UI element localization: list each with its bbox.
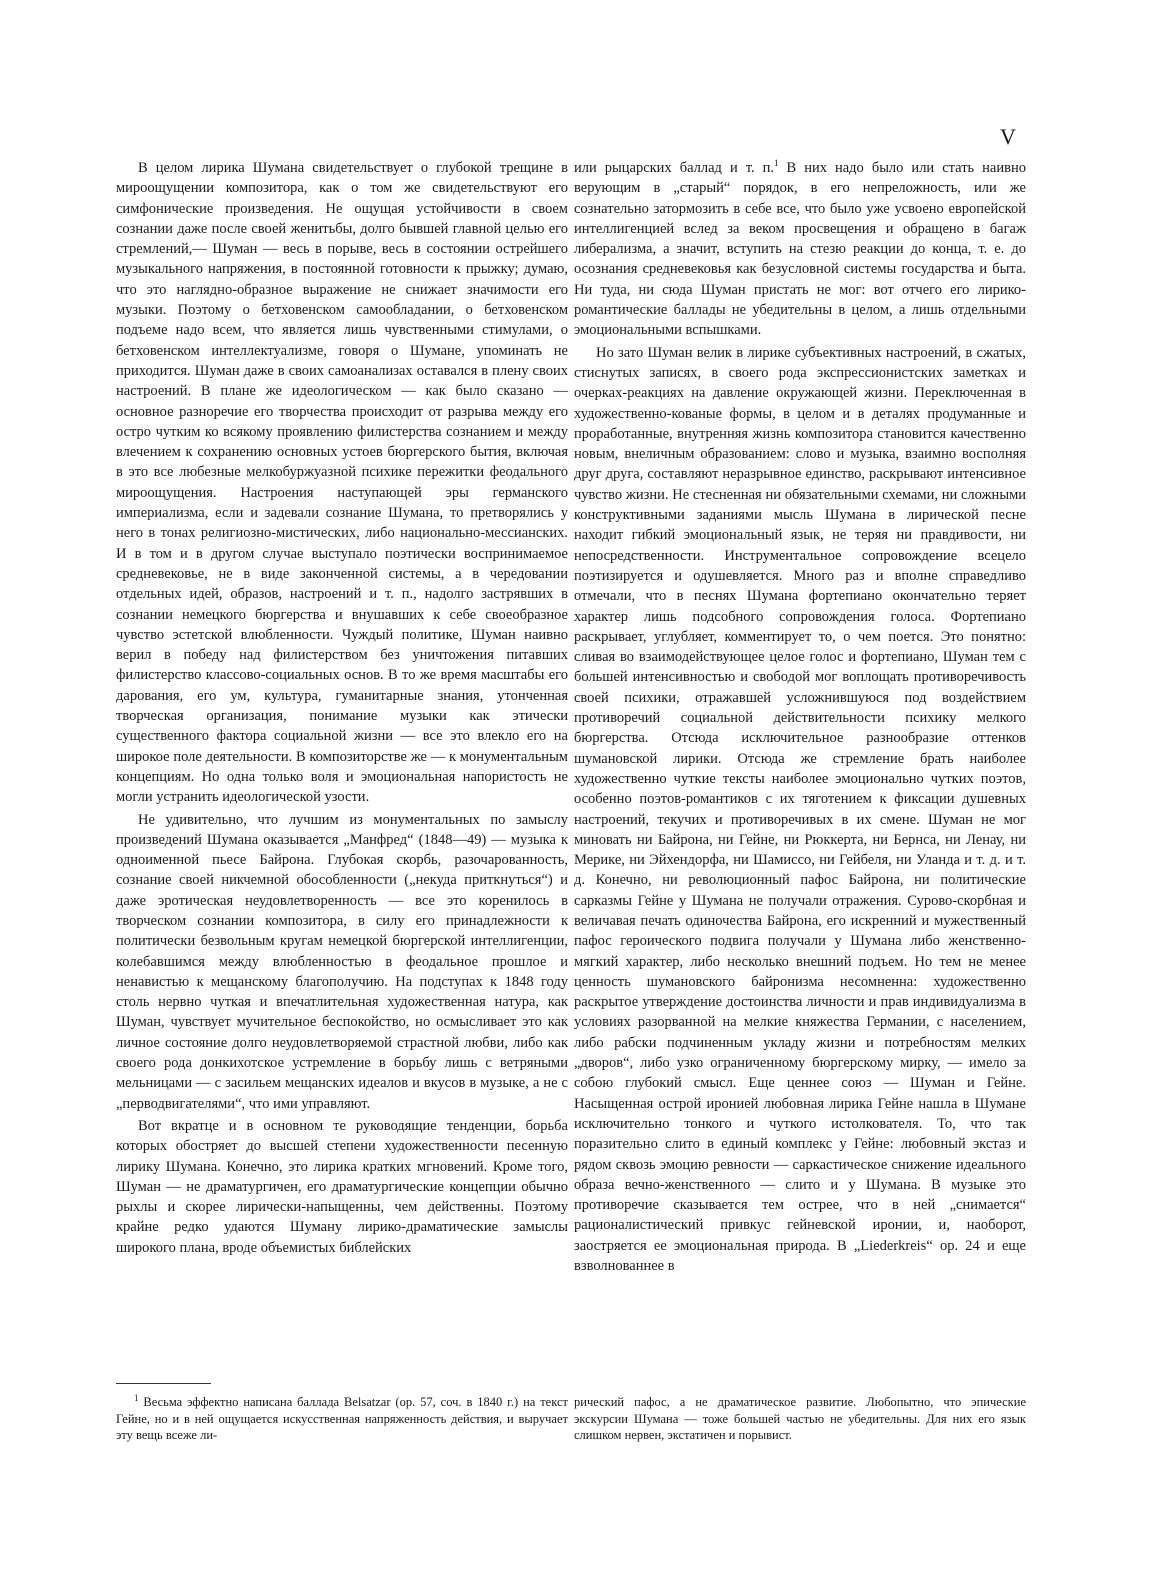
footnote-reference[interactable]: 1: [774, 158, 779, 169]
paragraph-tendencies: Вот вкратце и в основном те руководящие тенденции, борьба которых обостряет до высшей степени художественности песенную лирику Шумана. Конечно, это лирика кратких мгновений. Кроме того, Шуман — не драматургичен, его драматургические концепции обычно рыхлы и скорее лирически-напыщенны, чем действенны. Поэтому крайне редко удаются Шуману лирико-драматические замыслы широкого плана, вроде объемистых библейских: [116, 1117, 568, 1256]
footnote-mark: 1: [134, 1392, 139, 1403]
ballads-text-end: В них надо было или стать наивно верующим в „старый“ порядок, в его непреложность, или же сознательно затормозить в себе все, что было уже усвоено европейской интеллигенцией вслед за веком просвещения и обращено в багаж либерализма, а значит, вступить на стезю реакции до конца, т. е. до осознания средневековья как безусловной системы государства и быта. Ни туда, ни сюда Шуман пристать не мог: вот отчего его лирико-романтические баллады не убедительны в целом, а лишь отдельными эмоциональными вспышками.: [574, 160, 1026, 339]
footnote-left: [116, 1394, 568, 1444]
footnote-text-right: рический пафос, а не драматическое развитие. Любопытно, что эпические экскурсии Шумана — тоже большей частью не убедительны. Для них его язык слишком нервен, экстатичен и порывист.: [574, 1395, 1026, 1442]
page-number: V: [1000, 124, 1017, 149]
paragraph-manfred: Не удивительно, что лучшим из монументальных по замыслу произведений Шумана оказывается „Манфред“ (1848—49) — музыка к одноименной пьесе Байрона. Глубокая скорбь, разочарованность, сознание своей никчемной обособленности („некуда приткнуться“) и даже эротическая неудовлетворенность — все это коренилось в творческом сознании композитора, в силу его принадлежности к политически безвольным кругам немецкой бюргерской интеллигенции, колебавшимся между влюбленностью в феодальное прошлое и ненавистью к мещанскому благополучию. На подступах к 1848 году столь нервно чуткая и впечатлительная художественная натура, как Шуман, чувствует мучительное беспокойство, но осмысливает это как личное состояние долго неудовлетворяемой страстной любви, либо как своего рода донкихотское устремление в борьбу лишь с ветряными мельницами — с засильем мещанских идеалов и вкусов в музыке, а не с „перводвигателями“, что ими управляют.: [116, 811, 568, 1112]
footnote-divider: [116, 1383, 211, 1384]
left-column: [116, 158, 568, 1260]
footnote-right: [574, 1394, 1026, 1444]
paragraph-lyric-overview: В целом лирика Шумана свидетельствует о глубокой трещине в мироощущении композитора, как о том же свидетельствуют его симфонические произведения. Не ощущая устойчивости в своем сознании даже после своей женитьбы, долго бывшей главной целью его стремлений,— Шуман — весь в порыве, весь в состоянии острейшего музыкального напряжения, в постоянной готовности к прыжку; думаю, что это наглядно-образное выражение не снижает значимости его музыки. Поэтому о бетховенском самообладании, о бетховенском подъеме надо всем, что является лишь чувственными стимулами, о бетховенском интеллектуализме, говоря о Шумане, упоминать не приходится. Шуман даже в своих самоанализах оставался в плену своих настроений. В плане же идеологическом — как было сказано — основное разноречие его творчества происходит от разрыва между его остро чутким ко всякому проявлению филистерства сознанием и между влечением к сохранению основных устоев бюргерского бытия, включая в это все любезные мелкобуржуазной психике пережитки феодального мироощущения. Настроения наступающей эры германского империализма, если и задевали сознание Шумана, то претворялись у него в тонах религиозно-мистических, либо национально-мессианских. И в том и в другом случае выступало поэтически воспринимаемое средневековье, не в виде законченной системы, а в чередовании отдельных идей, образов, настроений и т. п., надолго застрявших в сознании немецкого бюргерства и внушавших к себе своеобразное чувство эстетской влюбленности. Чуждый политике, Шуман наивно верил в победу над филистерством без уничтожения питавших филистерство классово-социальных основ. В то же время масштабы его дарования, его ум, культура, гуманитарные знания, утонченная творческая организация, понимание музыки как этически существенного фактора социальной жизни — все это влекло его на широкое поле деятельности. В композиторстве же — к монументальным концепциям. Но одна только воля и эмоциональная напористость не могли устранить идеологической узости.: [116, 160, 568, 806]
right-column: [574, 158, 1026, 1278]
ballads-text-start: или рыцарских баллад и т. п.: [574, 160, 774, 176]
paragraph-subjective-lyric: Но зато Шуман велик в лирике субъективных настроений, в сжатых, стиснутых записях, в своего рода экспрессионистских заметках и очерках-реакциях на давление окружающей жизни. Переключенная в художественно-кованые формы, в целом и в деталях продуманные и проработанные, внутренняя жизнь композитора становится качественно новым, внеличным образованием: слово и музыка, взаимно восполняя друг друга, составляют неразрывное единство, раскрывают интенсивное чувство жизни. Не стесненная ни обязательными схемами, ни сложными конструктивными заданиями мысль Шумана в лирической песне находит гибкий эмоциональный язык, не теряя ни правдивости, ни непосредственности. Инструментальное сопровождение всецело поэтизируется и одушевляется. Много раз и вполне справедливо отмечали, что в песнях Шумана фортепиано окончательно теряет характер лишь подсобного сопровождения голоса. Фортепиано раскрывает, углубляет, комментирует то, о чем поется. Это понятно: сливая во взаимодействующее целое голос и фортепиано, Шуман тем с большей интенсивностью и свободой мог воплощать противоречивость своей психики, отражавшей усложнившуюся под воздействием противоречий социальной действительности психику мелкого бюргерства. Отсюда исключительное разнообразие оттенков шумановской лирики. Отсюда же стремление брать наиболее художественно чуткие тексты наиболее эмоционально чутких поэтов, особенно поэтов-романтиков с их тяготением к фиксации душевных настроений, текучих и противоречивых в их смене. Шуман не мог миновать ни Байрона, ни Гейне, ни Рюккерта, ни Бернса, ни Ленау, ни Мерике, ни Эйхендорфа, ни Шамиссо, ни Гейбеля, ни Уланда и т. д. и т. д. Конечно, ни революционный пафос Байрона, ни политические сарказмы Гейне у Шумана не получали отражения. Сурово-скорбная и величавая печать одиночества Байрона, его искренний и мужественный пафос героического подвига получали у Шумана либо женственно-мягкий характер, либо несколько внешний подъем. Но тем не менее ценность шумановского байронизма несомненна: художественно раскрытое утверждение достоинства личности и прав индивидуализма в условиях разорванной на мелкие княжества Германии, с населением, либо рабски подчиненным укладу жизни и потребностям мелких „дворов“, либо узко ограниченному бюргерскому мирку, — имело за собою глубокий смысл. Еще ценнее союз — Шуман и Гейне. Насыщенная острой иронией любовная лирика Гейне нашла в Шумане исключительно тонкого и чуткого истолкователя. То, что так поразительно слито в единый комплекс у Гейне: любовный экстаз и рядом сквозь эмоцию ревности — саркастическое снижение идеального образа вечно-женственного — слито и у Шумана. В музыке это противоречие сказывается тем острее, что в ней „снимается“ рационалистический привкус гейневской иронии, и, наоборот, заостряется ее эмоциональная природа. В „Liederkreis“ ор. 24 и еще взволнованнее в: [574, 344, 1026, 1275]
paragraph-ballads: [574, 158, 1026, 341]
footnote-text-left: Весьма эффектно написана баллада Belsatzar (ор. 57, соч. в 1840 г.) на текст Гейне, но и в ней ощущается искусственная напряженность действия, и выручает эту вещь всеже ли-: [116, 1395, 568, 1442]
